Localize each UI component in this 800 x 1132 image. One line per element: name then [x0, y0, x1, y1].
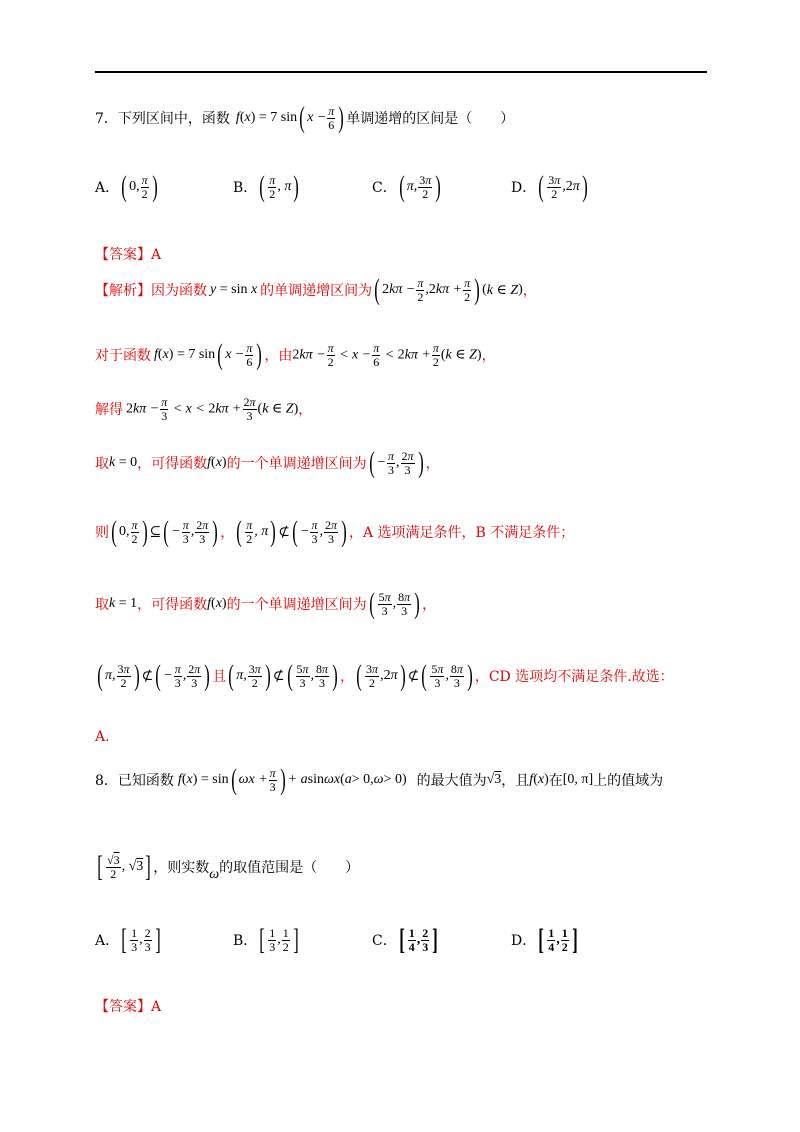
q7-analysis-end: A. [95, 729, 110, 745]
q7-analysis-line-7: ( π, $\frac{3\pi}{2}$ ) ⊄ ( − $\frac{\pi}{3}$ , $\frac{2\pi}{3}$ ) 且 ( π, $\frac{3\pi}{2}$ ) ⊄ ( $\frac{5\pi}{3}$ , $\frac{8\pi}{3}$ ) ， ( $\frac{3\pi}{2}$ , 2 π ) ⊄ ( $\frac{5\pi}{3}$ , $\frac{8\pi}{3}$ ) ，CD 选项均不满足条件.故选： [97, 659, 674, 692]
q7-analysis-line-4: 取 k = 0 ，可得函数 f(x) 的一个单调递增区间为 ( − $\frac{\pi}{3}$ , $\frac{2\pi}{3}$ ) ， [95, 446, 440, 479]
q7-analysis-line-3: 解得 2kπ − $\frac{\pi}{3}$ < x < 2kπ + $\frac{2\pi}{3}$ (k ∈ Z) ， [95, 395, 313, 423]
q7-option-a[interactable]: A． ( 0, $\frac{\pi}{2}$ ) [95, 170, 158, 203]
q7-option-b[interactable]: B． ( $\frac{\pi}{2}$ , π ) [233, 170, 300, 203]
q8-option-c[interactable]: C． [ $\frac{1}{4}$ , $\frac{2}{3}$ ] [372, 923, 438, 956]
q7-stem: 7．下列区间中，函数 f(x) = 7 sin ( x − $\frac{\pi}{6}$ ) 单调递增的区间是（ ） [95, 101, 515, 134]
q8-option-b[interactable]: B． [ $\frac{1}{3}$ , $\frac{1}{2}$ ] [233, 923, 299, 956]
q7-function: f(x) = 7 sin [235, 110, 298, 125]
header-rule [95, 71, 707, 73]
q7-analysis-line-1: 【解析】 因为函数 y = sin x 的单调递增区间为 ( 2 kπ − $\frac{\pi}{2}$ , 2 kπ + $\frac{\pi}{2}$ ) ( k ∈ Z ) ， [95, 273, 537, 306]
q8-answer: 【答案】A [95, 999, 162, 1015]
q7-analysis-line-6: 取 k = 1 ，可得函数 f(x) 的一个单调递增区间为 ( $\frac{5\pi}{3}$ , $\frac{8\pi}{3}$ ) ， [95, 587, 437, 620]
q8-stem: 8．已知函数 f(x) = sin ( ωx + $\frac{\pi}{3}$ ) + a sin ωx ( a > 0, ω > 0) 的最大值为 √3 ，且 f(x) 在 [0, π] 上的值域为 [95, 763, 664, 796]
q7-option-c[interactable]: C． ( π, $\frac{3\pi}{2}$ ) [372, 170, 441, 203]
q7-answer: 【答案】A [95, 247, 162, 263]
q7-analysis-line-2: 对于函数 f(x) = 7 sin ( x − $\frac{\pi}{6}$ ) ，由 2kπ − $\frac{\pi}{2}$ < x − $\frac{\pi}{6}$ < 2kπ + $\frac{\pi}{2}$ (k ∈ Z) ， [95, 338, 496, 371]
q7-analysis-line-5: 则 ( 0, $\frac{\pi}{2}$ ) ⊆ ( − $\frac{\pi}{3}$ , $\frac{2\pi}{3}$ ) ， ( $\frac{\pi}{2}$ , π ) ⊄ ( − $\frac{\pi}{3}$ , $\frac{2\pi}{3}$ ) ，A 选项满足条件，B 不满足条件； [95, 515, 575, 548]
q8-option-a[interactable]: A． [ $\frac{1}{3}$ , $\frac{2}{3}$ ] [95, 923, 161, 956]
q8-stem-line-2: [ $\frac{√3}{2}$ , √3 ] ，则实数 ω 的取值范围是（ ） [97, 850, 360, 883]
q8-function: f(x) = sin [177, 772, 229, 787]
q7-option-d[interactable]: D． ( $\frac{3\pi}{2}$ , 2 π ) [511, 170, 588, 203]
q8-option-d[interactable]: D． [ $\frac{1}{4}$ , $\frac{1}{2}$ ] [511, 923, 578, 956]
